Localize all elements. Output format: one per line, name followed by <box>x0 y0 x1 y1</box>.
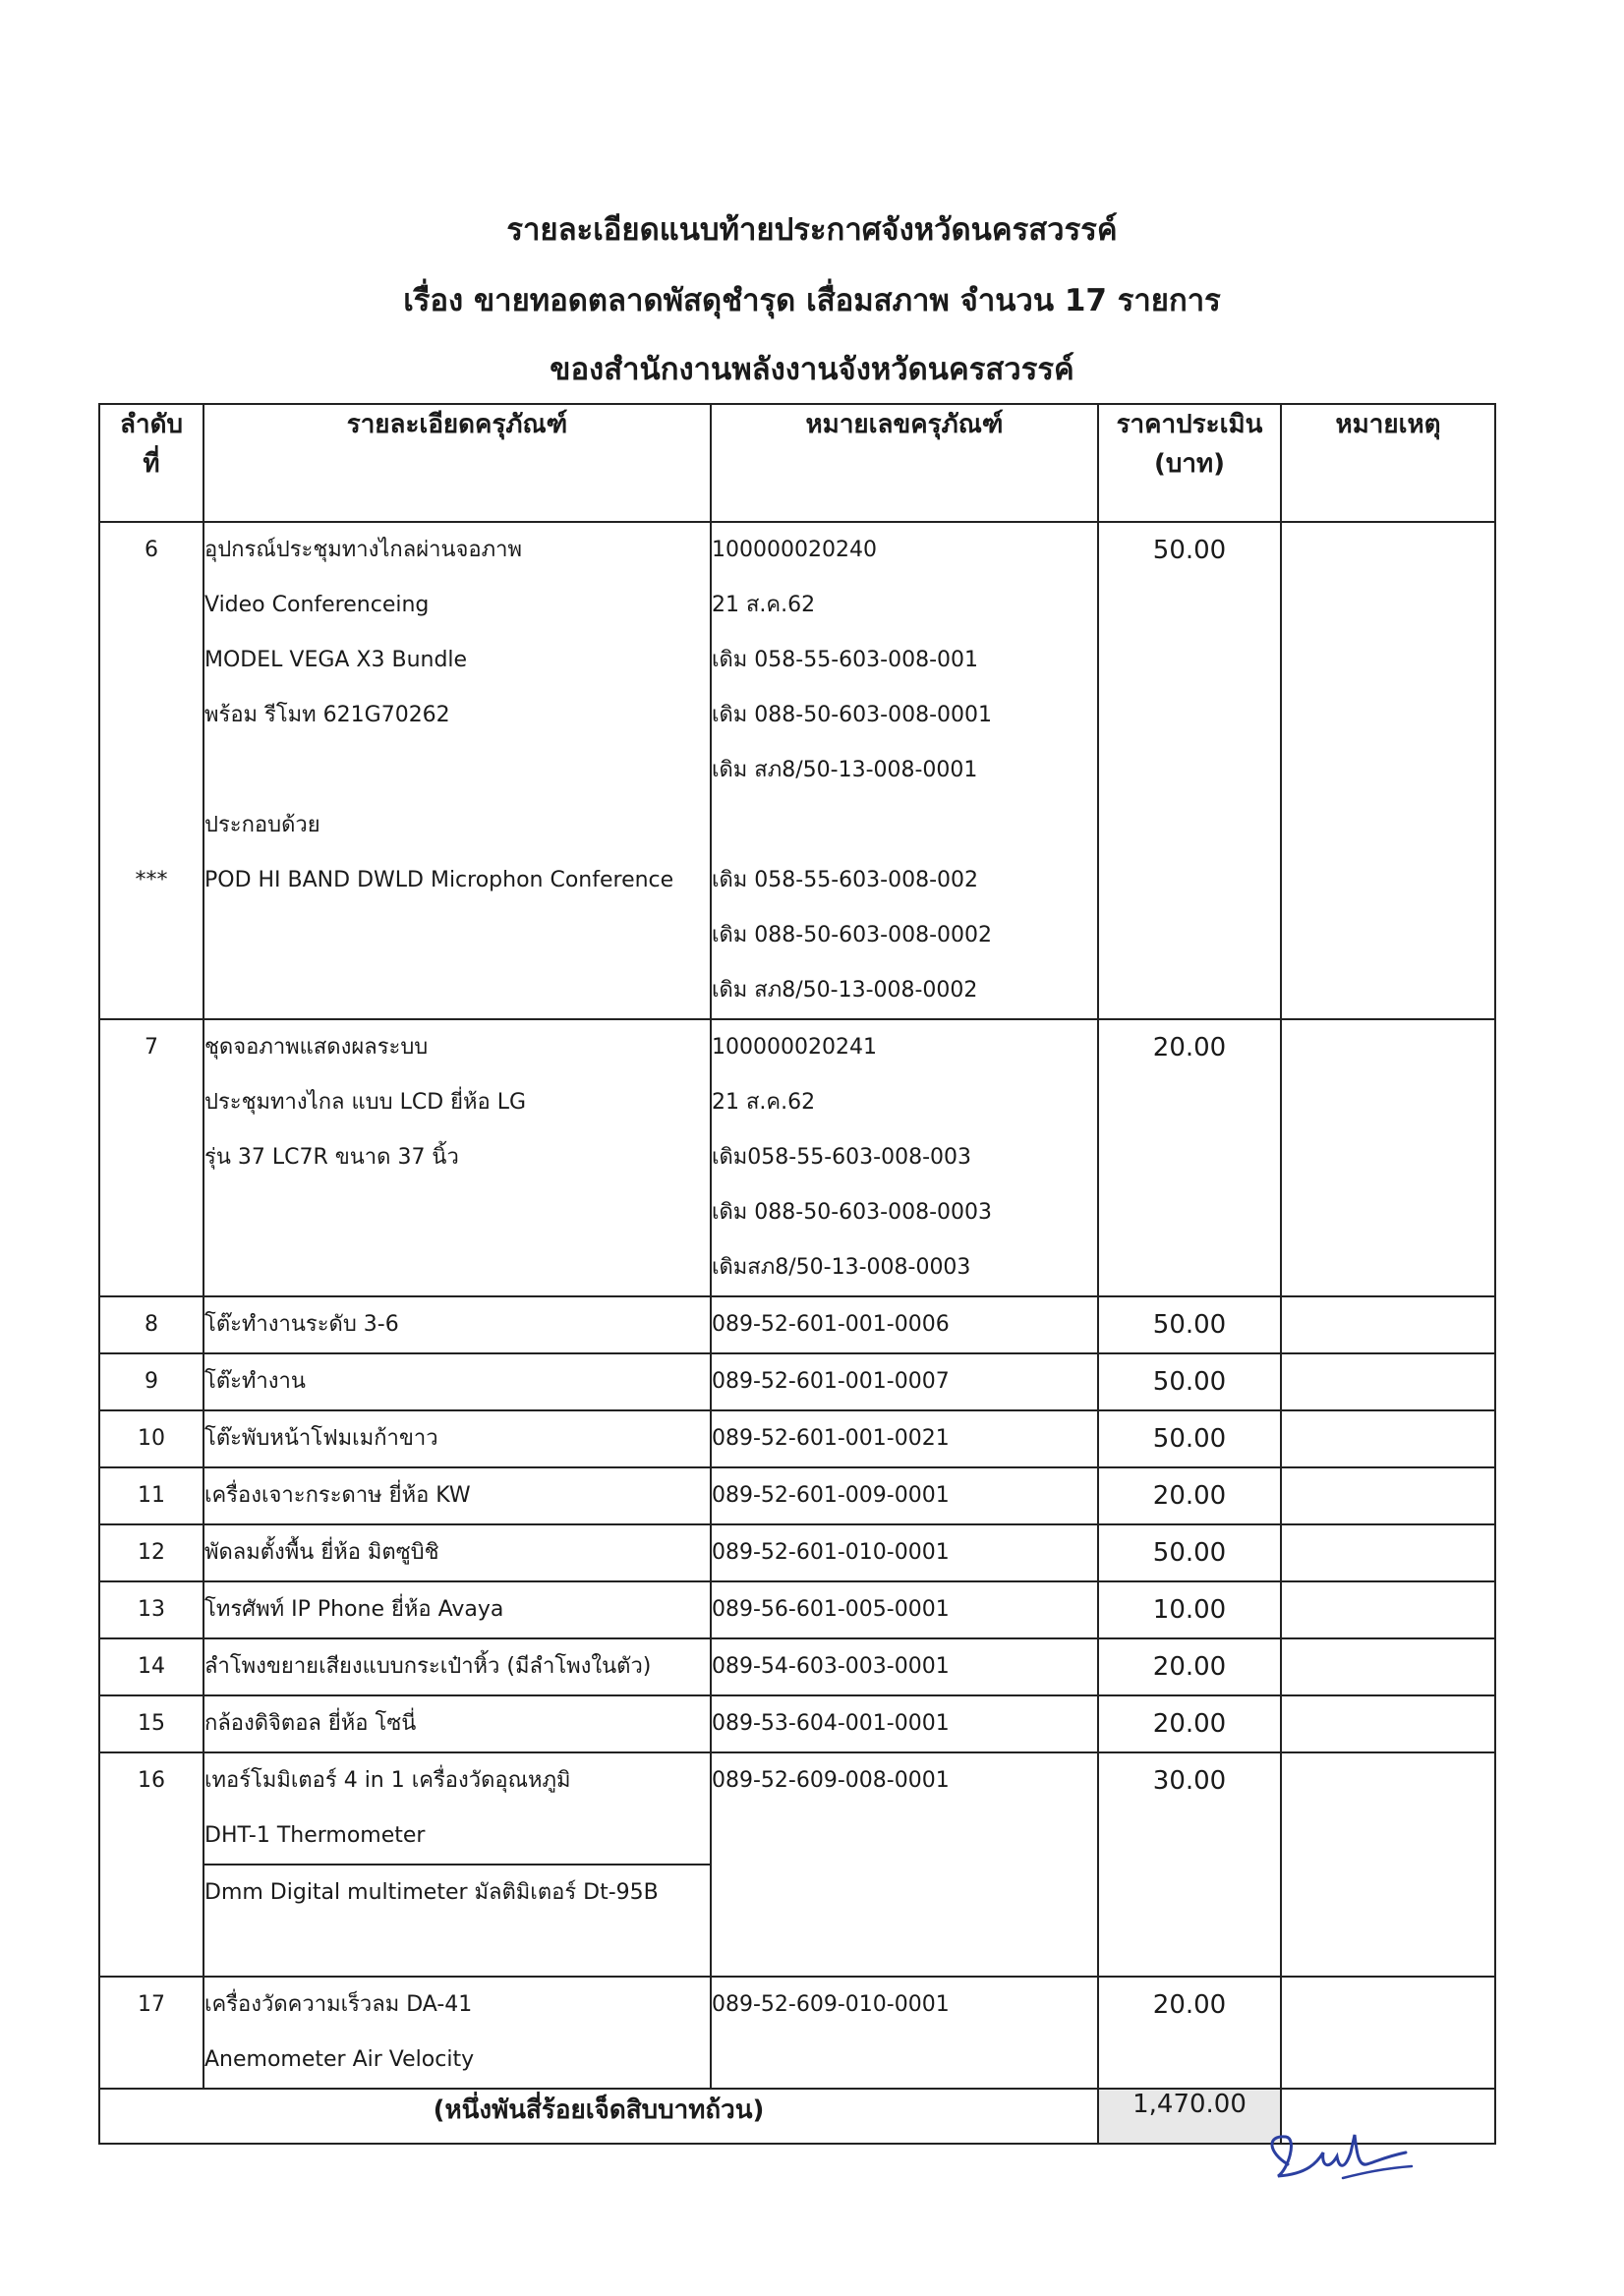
handwritten-signature-icon <box>1248 2123 1416 2192</box>
item-description-line: โทรศัพท์ IP Phone ยี่ห้อ Avaya <box>204 1597 504 1622</box>
item-description-cell <box>203 1524 711 1581</box>
asset-number-line: เดิม สภ8/50-13-008-0002 <box>712 978 978 1003</box>
table-row <box>99 1977 1495 2089</box>
price-value: 50.00 <box>1152 536 1227 565</box>
asset-number-line <box>712 2033 1097 2088</box>
remark-cell <box>1281 1695 1495 1752</box>
row-number-cell <box>99 1467 203 1524</box>
col-header-remark: หมายเหตุ <box>1281 404 1495 522</box>
item-description-line: ชุดจอภาพแสดงผลระบบ <box>204 1035 429 1060</box>
row-number-cell <box>99 522 203 1019</box>
price-value: 10.00 <box>1152 1595 1227 1625</box>
remark-cell <box>1281 1977 1495 2089</box>
price-cell <box>1098 522 1281 1019</box>
remark-cell <box>1281 1019 1495 1296</box>
row-number-cell <box>99 1695 203 1752</box>
table-row <box>99 1019 1495 1296</box>
item-description-cell <box>203 1296 711 1353</box>
item-description-line: โต๊ะพับหน้าโฟมเมก้าขาว <box>204 1426 438 1451</box>
remark-cell <box>1281 1467 1495 1524</box>
row-number-cell <box>99 1410 203 1467</box>
row-number-cell <box>99 1019 203 1296</box>
asset-table <box>98 403 1496 2145</box>
row-number: 15 <box>138 1711 165 1736</box>
price-cell <box>1098 1752 1281 1977</box>
item-description-line <box>204 743 710 798</box>
price-value: 20.00 <box>1152 1652 1227 1682</box>
asset-number-cell <box>711 1296 1098 1353</box>
col-header-order <box>99 404 203 522</box>
price-cell <box>1098 1581 1281 1638</box>
asset-number-line <box>712 798 1097 853</box>
item-description-cell <box>203 1353 711 1410</box>
item-description-cell <box>203 1019 711 1296</box>
asset-number-cell <box>711 522 1098 1019</box>
item-description-line: รุ่น 37 LC7R ขนาด 37 นิ้ว <box>204 1145 459 1170</box>
col-header-order-line2: ที่ <box>143 449 160 479</box>
item-description-line: เทอร์โมมิเตอร์ 4 in 1 เครื่องวัดอุณหภูมิ <box>204 1768 571 1793</box>
col-header-asset-number: หมายเลขครุภัณฑ์ <box>711 404 1098 522</box>
asset-number-line: เดิม 088-50-603-008-0003 <box>712 1200 993 1225</box>
row-number-spacer <box>100 1808 203 1864</box>
price-value: 20.00 <box>1152 1990 1227 2020</box>
price-cell <box>1098 1638 1281 1695</box>
table-row <box>99 1467 1495 1524</box>
item-description-line: เครื่องเจาะกระดาษ ยี่ห้อ KW <box>204 1483 471 1508</box>
row-number-spacer <box>100 688 203 743</box>
row-number: 16 <box>138 1768 165 1793</box>
row-number: 17 <box>138 1992 165 2017</box>
remark-cell <box>1281 1581 1495 1638</box>
asset-number-line: 089-52-609-008-0001 <box>712 1768 950 1793</box>
row-number: 12 <box>138 1540 165 1565</box>
asset-number-line: 089-56-601-005-0001 <box>712 1597 950 1622</box>
asset-number-line: เดิมสภ8/50-13-008-0003 <box>712 1255 971 1280</box>
asset-number-line: 089-53-604-001-0001 <box>712 1711 950 1736</box>
row-number-cell <box>99 1752 203 1977</box>
price-cell <box>1098 1524 1281 1581</box>
col-header-price-line2: (บาท) <box>1153 449 1225 479</box>
table-header-row <box>99 404 1495 522</box>
asset-number-cell <box>711 1019 1098 1296</box>
item-description-line: MODEL VEGA X3 Bundle <box>204 648 468 672</box>
row-number-spacer <box>100 1075 203 1130</box>
col-header-price <box>1098 404 1281 522</box>
price-value: 50.00 <box>1152 1538 1227 1568</box>
doc-title-line2: เรื่อง ขายทอดตลาดพัสดุชำรุด เสื่อมสภาพ จำนวน 17 รายการ <box>403 283 1221 318</box>
row-number-cell <box>99 1524 203 1581</box>
remark-cell <box>1281 1524 1495 1581</box>
row-number: 8 <box>145 1312 158 1337</box>
remark-cell <box>1281 1410 1495 1467</box>
asset-number-line: 100000020240 <box>712 538 877 562</box>
remark-cell <box>1281 1638 1495 1695</box>
price-cell <box>1098 1977 1281 2089</box>
asset-number-line: 21 ส.ค.62 <box>712 593 816 617</box>
asset-number-line: เดิม 088-50-603-008-0002 <box>712 923 993 947</box>
row-number: 10 <box>138 1426 165 1451</box>
row-number: 13 <box>138 1597 165 1622</box>
col-header-order-line1: ลำดับ <box>120 410 183 439</box>
item-description-line: Video Conferenceing <box>204 593 430 617</box>
item-description-line: POD HI BAND DWLD Microphon Conference <box>204 868 674 892</box>
price-value: 20.00 <box>1152 1709 1227 1739</box>
asset-number-line: 089-52-601-009-0001 <box>712 1483 950 1508</box>
item-description-cell <box>203 1752 711 1977</box>
total-text: (หนึ่งพันสี่ร้อยเจ็ดสิบบาทถ้วน) <box>99 2089 1098 2144</box>
table-row <box>99 1581 1495 1638</box>
asset-number-line <box>712 1864 1097 1919</box>
doc-title-line3: ของสำนักงานพลังงานจังหวัดนครสวรรค์ <box>550 352 1074 387</box>
item-description-cell <box>203 1581 711 1638</box>
item-description-line <box>204 1921 710 1976</box>
asset-number-cell <box>711 1410 1098 1467</box>
asset-number-cell <box>711 1752 1098 1977</box>
item-description-line: DHT-1 Thermometer <box>204 1823 426 1848</box>
price-cell <box>1098 1410 1281 1467</box>
asset-number-line: เดิม สภ8/50-13-008-0001 <box>712 758 978 782</box>
item-description-line: ประกอบด้วย <box>204 813 320 837</box>
asset-number-cell <box>711 1581 1098 1638</box>
table-row <box>99 1695 1495 1752</box>
remark-cell <box>1281 522 1495 1019</box>
item-description-cell <box>203 1410 711 1467</box>
item-description-line: ลำโพงขยายเสียงแบบกระเป๋าหิ้ว (มีลำโพงในตัว) <box>204 1654 652 1679</box>
row-number-spacer <box>100 963 203 1018</box>
asset-number-line: 089-52-609-010-0001 <box>712 1992 950 2017</box>
asset-number-line: 21 ส.ค.62 <box>712 1090 816 1115</box>
table-row <box>99 1638 1495 1695</box>
item-description-line <box>204 908 710 963</box>
item-description-line <box>204 1185 710 1240</box>
asset-number-line: 089-52-601-001-0007 <box>712 1369 950 1394</box>
asset-number-cell <box>711 1695 1098 1752</box>
price-value: 20.00 <box>1152 1033 1227 1062</box>
row-number: 9 <box>145 1369 158 1394</box>
price-value: 20.00 <box>1152 1481 1227 1511</box>
item-description-line: เครื่องวัดความเร็วลม DA-41 <box>204 1992 473 2017</box>
item-description-line <box>204 1240 710 1295</box>
row-number-spacer <box>100 743 203 798</box>
item-description-line: ประชุมทางไกล แบบ LCD ยี่ห้อ LG <box>204 1090 527 1115</box>
price-value: 50.00 <box>1152 1424 1227 1454</box>
item-description-cell <box>203 1977 711 2089</box>
item-description-line: โต๊ะทำงานระดับ 3-6 <box>204 1312 399 1337</box>
row-number-spacer <box>100 578 203 633</box>
table-row <box>99 1524 1495 1581</box>
row-number: 7 <box>145 1035 158 1060</box>
asset-number-cell <box>711 1524 1098 1581</box>
item-description-line: โต๊ะทำงาน <box>204 1369 306 1394</box>
item-description-cell <box>203 1695 711 1752</box>
row-number-spacer <box>100 798 203 853</box>
price-cell <box>1098 1467 1281 1524</box>
item-description-line: พร้อม รีโมท 621G70262 <box>204 703 450 727</box>
row-number-spacer <box>100 1919 203 1974</box>
asset-number-line: 089-54-603-003-0001 <box>712 1654 950 1679</box>
price-value: 50.00 <box>1152 1310 1227 1340</box>
price-cell <box>1098 1353 1281 1410</box>
asset-number-line: เดิม 058-55-603-008-002 <box>712 868 979 892</box>
asset-number-line: เดิม 088-50-603-008-0001 <box>712 703 993 727</box>
asset-number-line: 100000020241 <box>712 1035 877 1060</box>
item-description-line: พัดลมตั้งพื้น ยี่ห้อ มิตซูบิชิ <box>204 1540 439 1565</box>
star-mark: *** <box>135 868 168 892</box>
row-number-spacer <box>100 1130 203 1185</box>
col-header-details: รายละเอียดครุภัณฑ์ <box>203 404 711 522</box>
row-number-cell <box>99 1296 203 1353</box>
asset-number-cell <box>711 1467 1098 1524</box>
price-value: 50.00 <box>1152 1367 1227 1397</box>
col-header-price-line1: ราคาประเมิน <box>1116 410 1263 439</box>
doc-title-line1: รายละเอียดแนบท้ายประกาศจังหวัดนครสวรรค์ <box>506 212 1118 248</box>
remark-cell <box>1281 1296 1495 1353</box>
table-row <box>99 1410 1495 1467</box>
item-description-cell <box>203 1467 711 1524</box>
row-number-spacer <box>100 908 203 963</box>
asset-number-line: 089-52-601-001-0006 <box>712 1312 950 1337</box>
row-number: 14 <box>138 1654 165 1679</box>
row-number: 11 <box>138 1483 165 1508</box>
row-number-spacer <box>100 2033 203 2088</box>
total-value: 1,470.00 <box>1098 2089 1281 2144</box>
item-description-line: Anemometer Air Velocity <box>204 2047 475 2072</box>
row-number-cell <box>99 1977 203 2089</box>
price-value: 30.00 <box>1152 1766 1227 1796</box>
item-description-line: Dmm Digital multimeter มัลติมิเตอร์ Dt-95B <box>204 1864 710 1921</box>
table-row <box>99 1353 1495 1410</box>
row-number-cell <box>99 1581 203 1638</box>
asset-number-line: เดิม058-55-603-008-003 <box>712 1145 972 1170</box>
table-row <box>99 1752 1495 1977</box>
table-row <box>99 522 1495 1019</box>
price-cell <box>1098 1019 1281 1296</box>
row-number-spacer <box>100 633 203 688</box>
item-description-cell <box>203 522 711 1019</box>
table-row <box>99 1296 1495 1353</box>
row-number: 6 <box>145 538 158 562</box>
asset-number-line <box>712 1808 1097 1864</box>
item-description-cell <box>203 1638 711 1695</box>
remark-cell <box>1281 1353 1495 1410</box>
asset-number-line: 089-52-601-010-0001 <box>712 1540 950 1565</box>
asset-number-line <box>712 1919 1097 1974</box>
asset-number-cell <box>711 1353 1098 1410</box>
row-number-spacer <box>100 1864 203 1919</box>
price-cell <box>1098 1296 1281 1353</box>
asset-number-line: 089-52-601-001-0021 <box>712 1426 950 1451</box>
item-description-line <box>204 963 710 1018</box>
row-number-spacer <box>100 1185 203 1240</box>
asset-number-line: เดิม 058-55-603-008-001 <box>712 648 979 672</box>
row-number-spacer <box>100 1240 203 1295</box>
item-description-line: อุปกรณ์ประชุมทางไกลผ่านจอภาพ <box>204 538 522 562</box>
remark-cell <box>1281 1752 1495 1977</box>
asset-number-cell <box>711 1638 1098 1695</box>
row-number-cell <box>99 1353 203 1410</box>
item-description-line: กล้องดิจิตอล ยี่ห้อ โซนี่ <box>204 1711 417 1736</box>
row-number-cell <box>99 1638 203 1695</box>
asset-number-cell <box>711 1977 1098 2089</box>
price-cell <box>1098 1695 1281 1752</box>
